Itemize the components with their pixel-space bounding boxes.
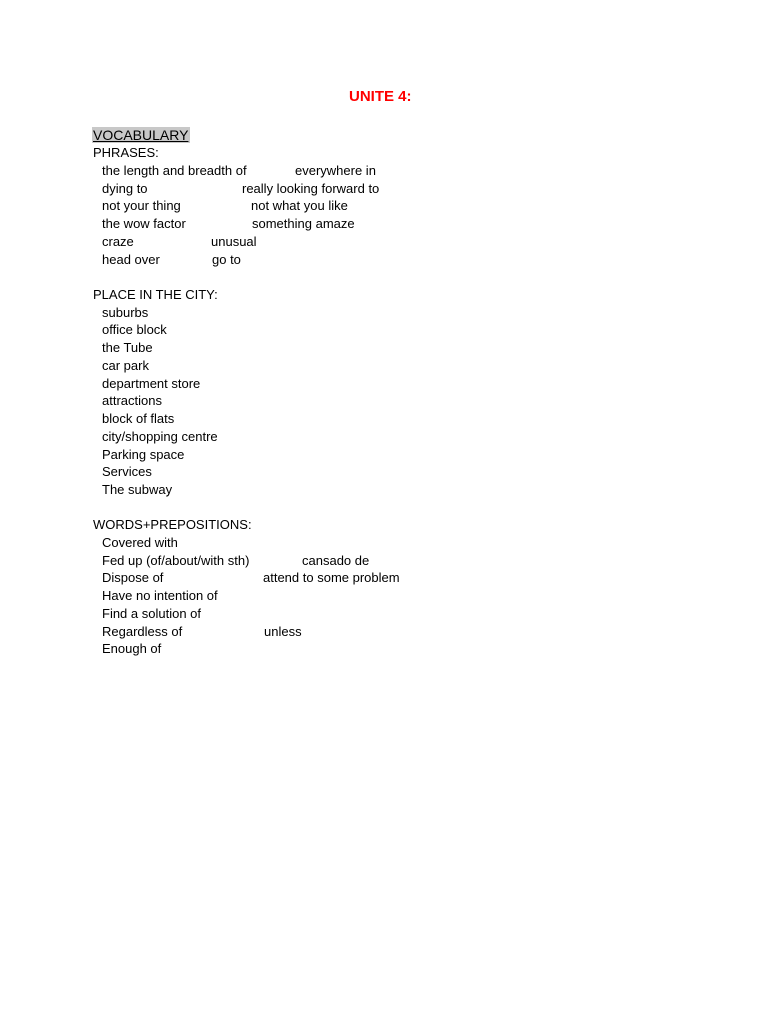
prepositions-heading: WORDS+PREPOSITIONS:: [93, 517, 252, 532]
place-item: attractions: [102, 393, 162, 408]
place-item: The subway: [102, 482, 173, 497]
phrase-term: not your thing: [102, 198, 181, 213]
preposition-meaning: cansado de: [302, 553, 370, 568]
preposition-meaning: unless: [264, 624, 302, 639]
phrases-heading: PHRASES:: [93, 145, 159, 160]
place-item: car park: [102, 358, 149, 373]
vocabulary-heading: VOCABULARY: [93, 127, 189, 143]
phrase-term: dying to: [102, 181, 148, 196]
place-item: Services: [102, 464, 152, 479]
phrase-meaning: everywhere in: [295, 163, 376, 178]
place-item: department store: [102, 376, 201, 391]
phrase-meaning: not what you like: [251, 198, 348, 213]
preposition-term: Enough of: [102, 641, 162, 656]
place-item: suburbs: [102, 305, 149, 320]
preposition-term: Dispose of: [102, 570, 164, 585]
phrase-meaning: go to: [212, 252, 241, 267]
phrase-term: head over: [102, 252, 160, 267]
phrase-meaning: really looking forward to: [242, 181, 380, 196]
phrase-term: the wow factor: [102, 216, 186, 231]
preposition-term: Have no intention of: [102, 588, 218, 603]
phrase-term: craze: [102, 234, 134, 249]
phrase-meaning: something amaze: [252, 216, 355, 231]
preposition-term: Fed up (of/about/with sth): [102, 553, 250, 568]
place-item: block of flats: [102, 411, 175, 426]
place-item: office block: [102, 322, 167, 337]
preposition-term: Covered with: [102, 535, 178, 550]
preposition-term: Find a solution of: [102, 606, 202, 621]
place-item: the Tube: [102, 340, 153, 355]
place-item: Parking space: [102, 447, 185, 462]
preposition-term: Regardless of: [102, 624, 183, 639]
page-title: UNITE 4:: [349, 88, 412, 105]
phrase-term: the length and breadth of: [102, 163, 247, 178]
place-item: city/shopping centre: [102, 429, 218, 444]
places-heading: PLACE IN THE CITY:: [93, 287, 218, 302]
preposition-meaning: attend to some problem: [263, 570, 400, 585]
phrase-meaning: unusual: [211, 234, 257, 249]
